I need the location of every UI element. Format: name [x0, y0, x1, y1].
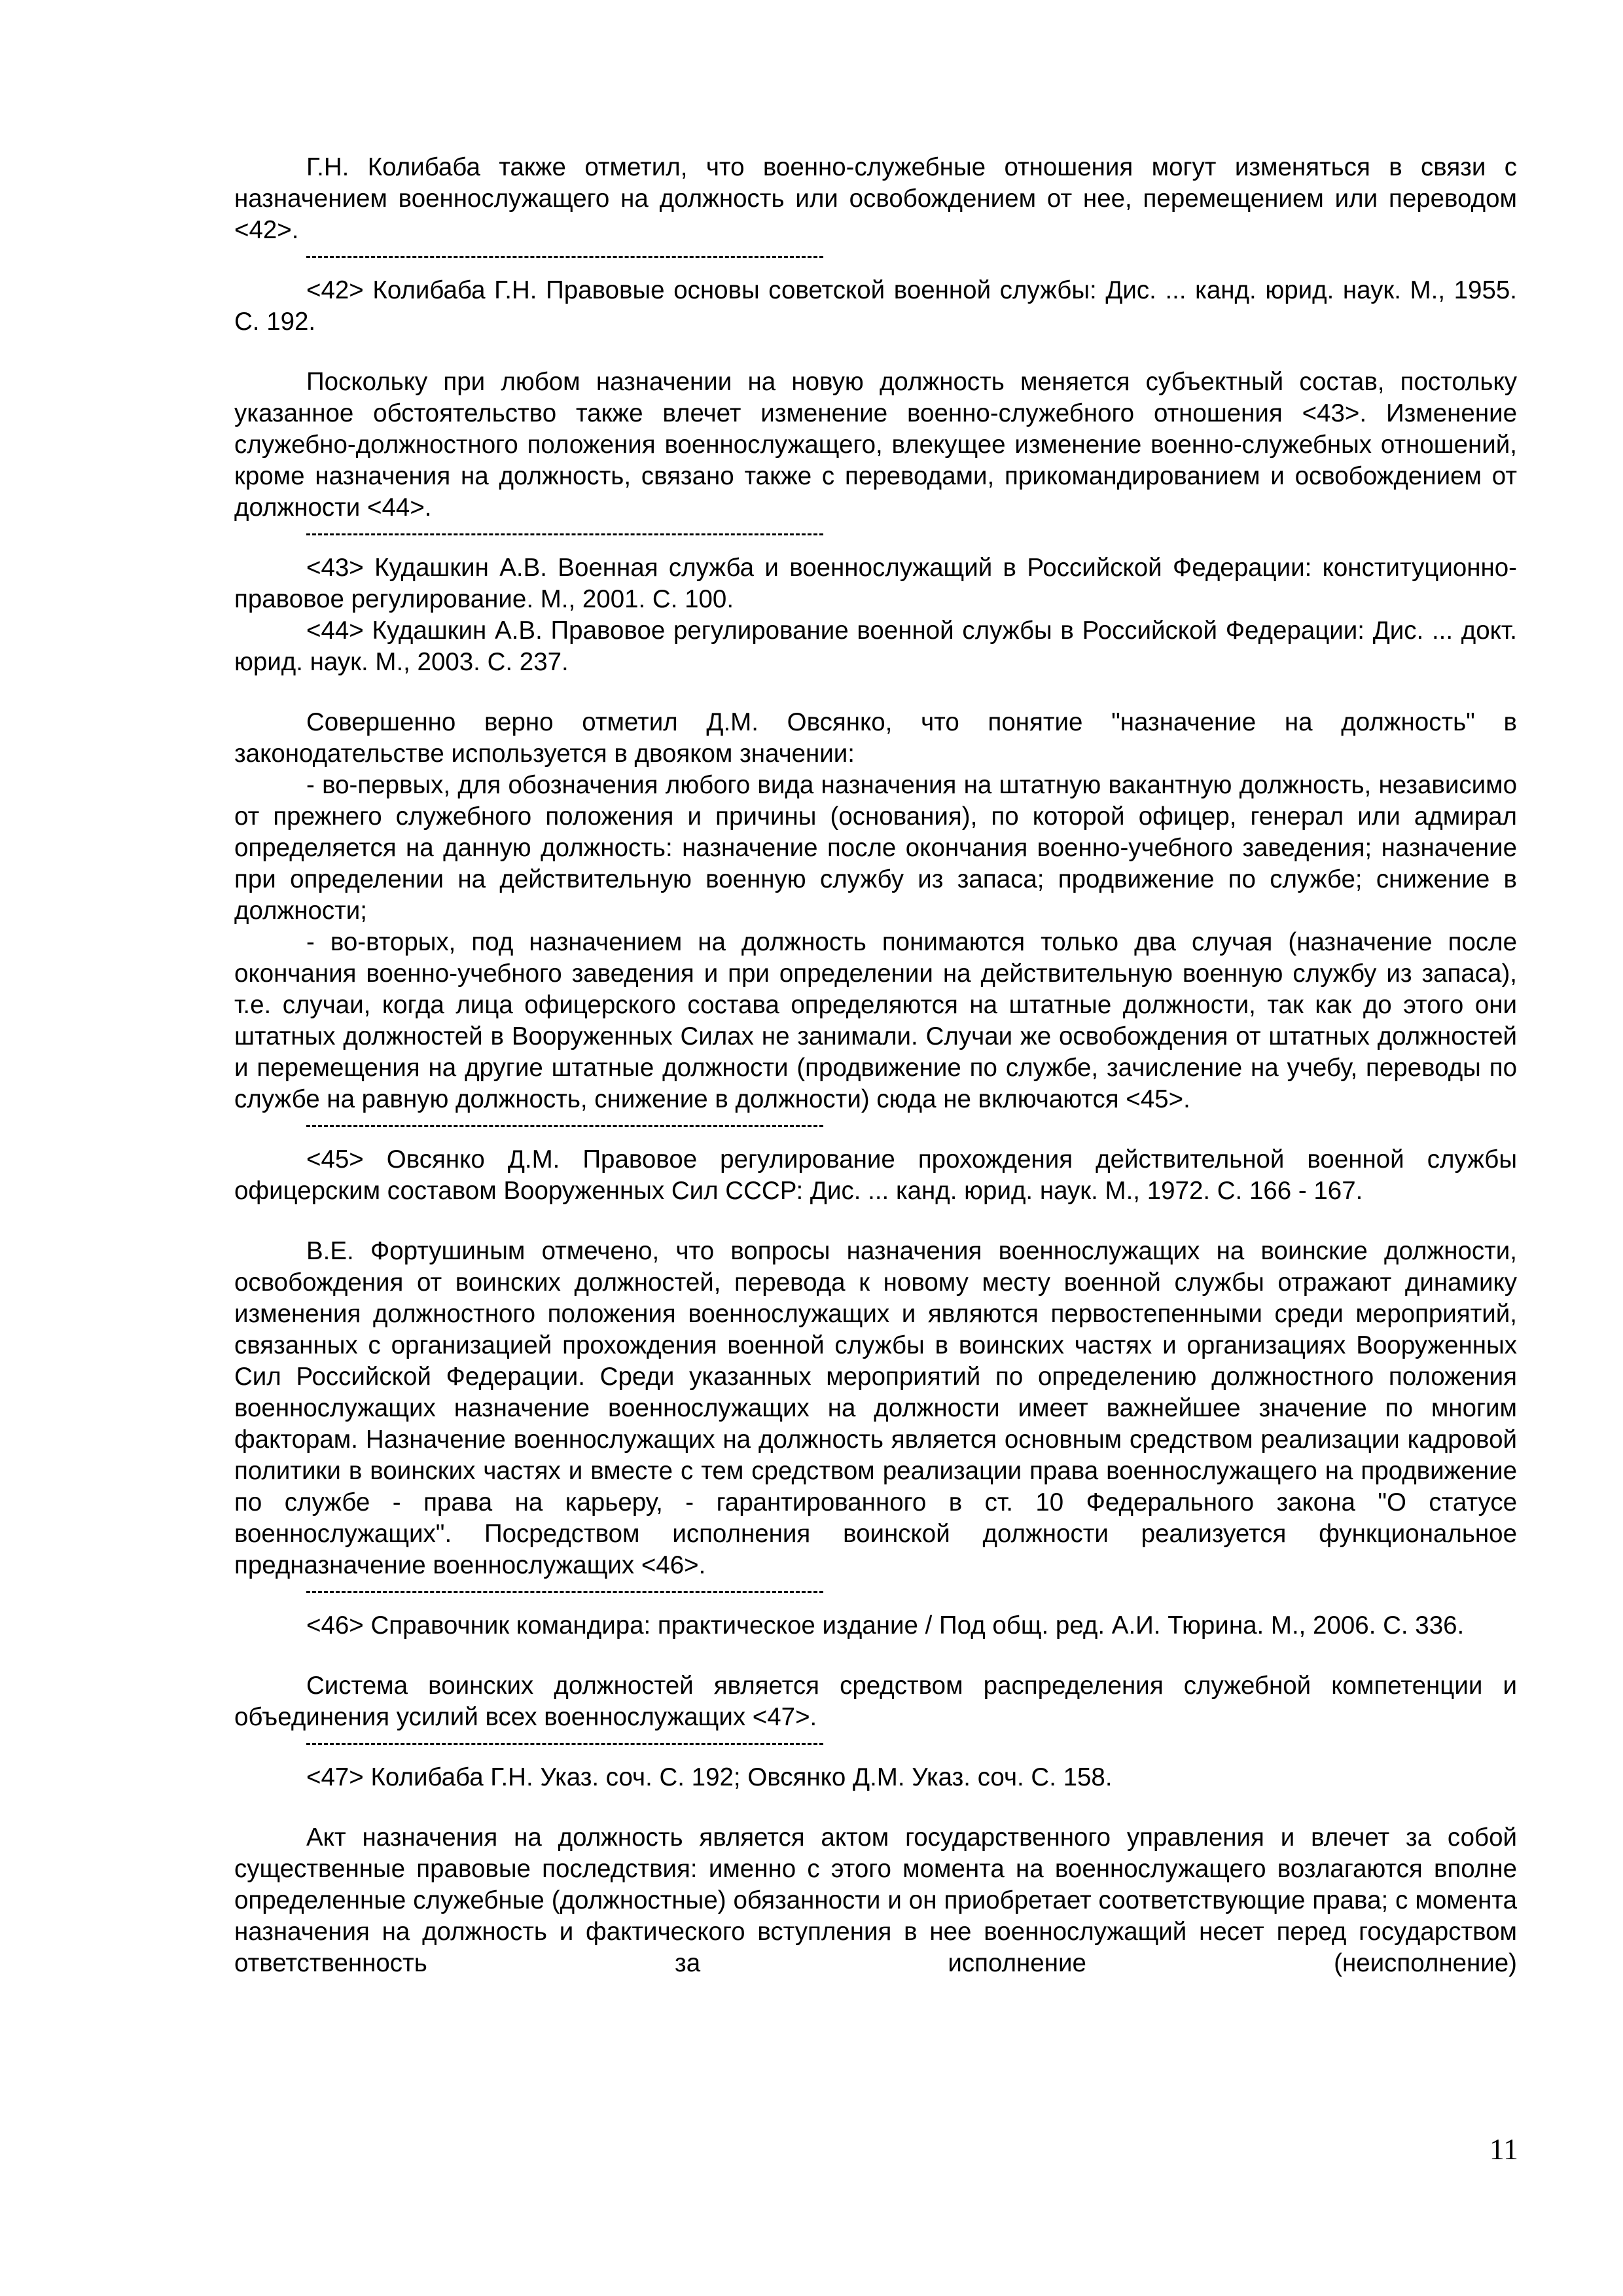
- footnote-43: <43> Кудашкин А.В. Военная служба и военнослужащий в Российской Федерации: конституционно-правовое регулирование. М., 2001. С. 100.: [234, 554, 1517, 613]
- footnote-separator: [306, 1583, 823, 1605]
- paragraph-3: Совершенно верно отметил Д.М. Овсянко, что понятие "назначение на должность" в законодательстве используется в двояком значении:: [234, 708, 1517, 768]
- paragraph-4: - во-первых, для обозначения любого вида назначения на штатную вакантную должность, независимо от прежнего служебного положения и причины (основания), по которой офицер, генерал или адмирал определяется на данную должность: назначение после окончания военно-учебного заведения; назначение при определении на действительную военную службу из запаса; продвижение по службе; снижение в должности;: [234, 771, 1517, 925]
- paragraph-1: Г.Н. Колибаба также отметил, что военно-служебные отношения могут изменяться в связи с назначением военнослужащего на должность или освобождением от нее, перемещением или переводом <42>.: [234, 153, 1517, 244]
- paragraph-5: - во-вторых, под назначением на должность понимаются только два случая (назначение после окончания военно-учебного заведения и при определении на действительную военную службу из запаса), т.е. случаи, когда лица офицерского состава определяются на штатные должности, так как до этого они штатных должностей в Вооруженных Силах не занимали. Случаи же освобождения от штатных должностей и перемещения на другие штатные должности (продвижение по службе, зачисление на учебу, переводы по службе на равную должность, снижение в должности) сюда не включаются <45>.: [234, 928, 1517, 1113]
- footnote-separator: [306, 247, 823, 270]
- footnote-separator: [306, 1734, 823, 1757]
- paragraph-2: Поскольку при любом назначении на новую должность меняется субъектный состав, постольку указанное обстоятельство также влечет изменение военно-служебного отношения <43>. Изменение служебно-должностного положения военнослужащего, влекущее изменение военно-служебных отношений, кроме назначения на должность, связано также с переводами, прикомандированием и освобождением от должности <44>.: [234, 368, 1517, 522]
- footnote-separator: [306, 1117, 823, 1139]
- footnote-separator: [306, 525, 823, 547]
- paragraph-6: В.Е. Фортушиным отмечено, что вопросы назначения военнослужащих на воинские должности, освобождения от воинских должностей, перевода к новому месту военной службы отражают динамику изменения должностного положения военнослужащих и являются первостепенными среди мероприятий, связанных с организацией прохождения военной службы в воинских частях и организациях Вооруженных Сил Российской Федерации. Среди указанных мероприятий по определению должностного положения военнослужащих назначение военнослужащих на должности имеет важнейшее значение по многим факторам. Назначение военнослужащих на должность является основным средством реализации кадровой политики в воинских частях и вместе с тем средством реализации права военнослужащего на продвижение по службе - права на карьеру, - гарантированного в ст. 10 Федерального закона "О статусе военнослужащих". Посредством исполнения воинской должности реализуется функциональное предназначение военнослужащих <46>.: [234, 1237, 1517, 1579]
- footnote-42: <42> Колибаба Г.Н. Правовые основы советской военной службы: Дис. ... канд. юрид. наук. М., 1955. С. 192.: [234, 276, 1517, 336]
- footnote-44: <44> Кудашкин А.В. Правовое регулирование военной службы в Российской Федерации: Дис. ... докт. юрид. наук. М., 2003. С. 237.: [234, 617, 1517, 676]
- footnote-47: <47> Колибаба Г.Н. Указ. соч. С. 192; Овсянко Д.М. Указ. соч. С. 158.: [306, 1763, 1113, 1791]
- paragraph-8: Акт назначения на должность является актом государственного управления и влечет за собой существенные правовые последствия: именно с этого момента на военнослужащего возлагаются вполне определенные служебные (должностные) обязанности и он приобретает соответствующие права; с момента назначения на должность и фактического вступления в нее военнослужащий несет перед государством ответственность за исполнение (неисполнение): [234, 1823, 1517, 1977]
- page-number: 11: [1489, 2132, 1518, 2166]
- footnote-46: <46> Справочник командира: практическое издание / Под общ. ред. А.И. Тюрина. М., 2006. С. 336.: [306, 1611, 1465, 1640]
- document-page: [234, 152, 1517, 1979]
- footnote-45: <45> Овсянко Д.М. Правовое регулирование прохождения действительной военной службы офицерским составом Вооруженных Сил СССР: Дис. ... канд. юрид. наук. М., 1972. С. 166 - 167.: [234, 1145, 1517, 1205]
- paragraph-7: Система воинских должностей является средством распределения служебной компетенции и объединения усилий всех военнослужащих <47>.: [234, 1672, 1517, 1731]
